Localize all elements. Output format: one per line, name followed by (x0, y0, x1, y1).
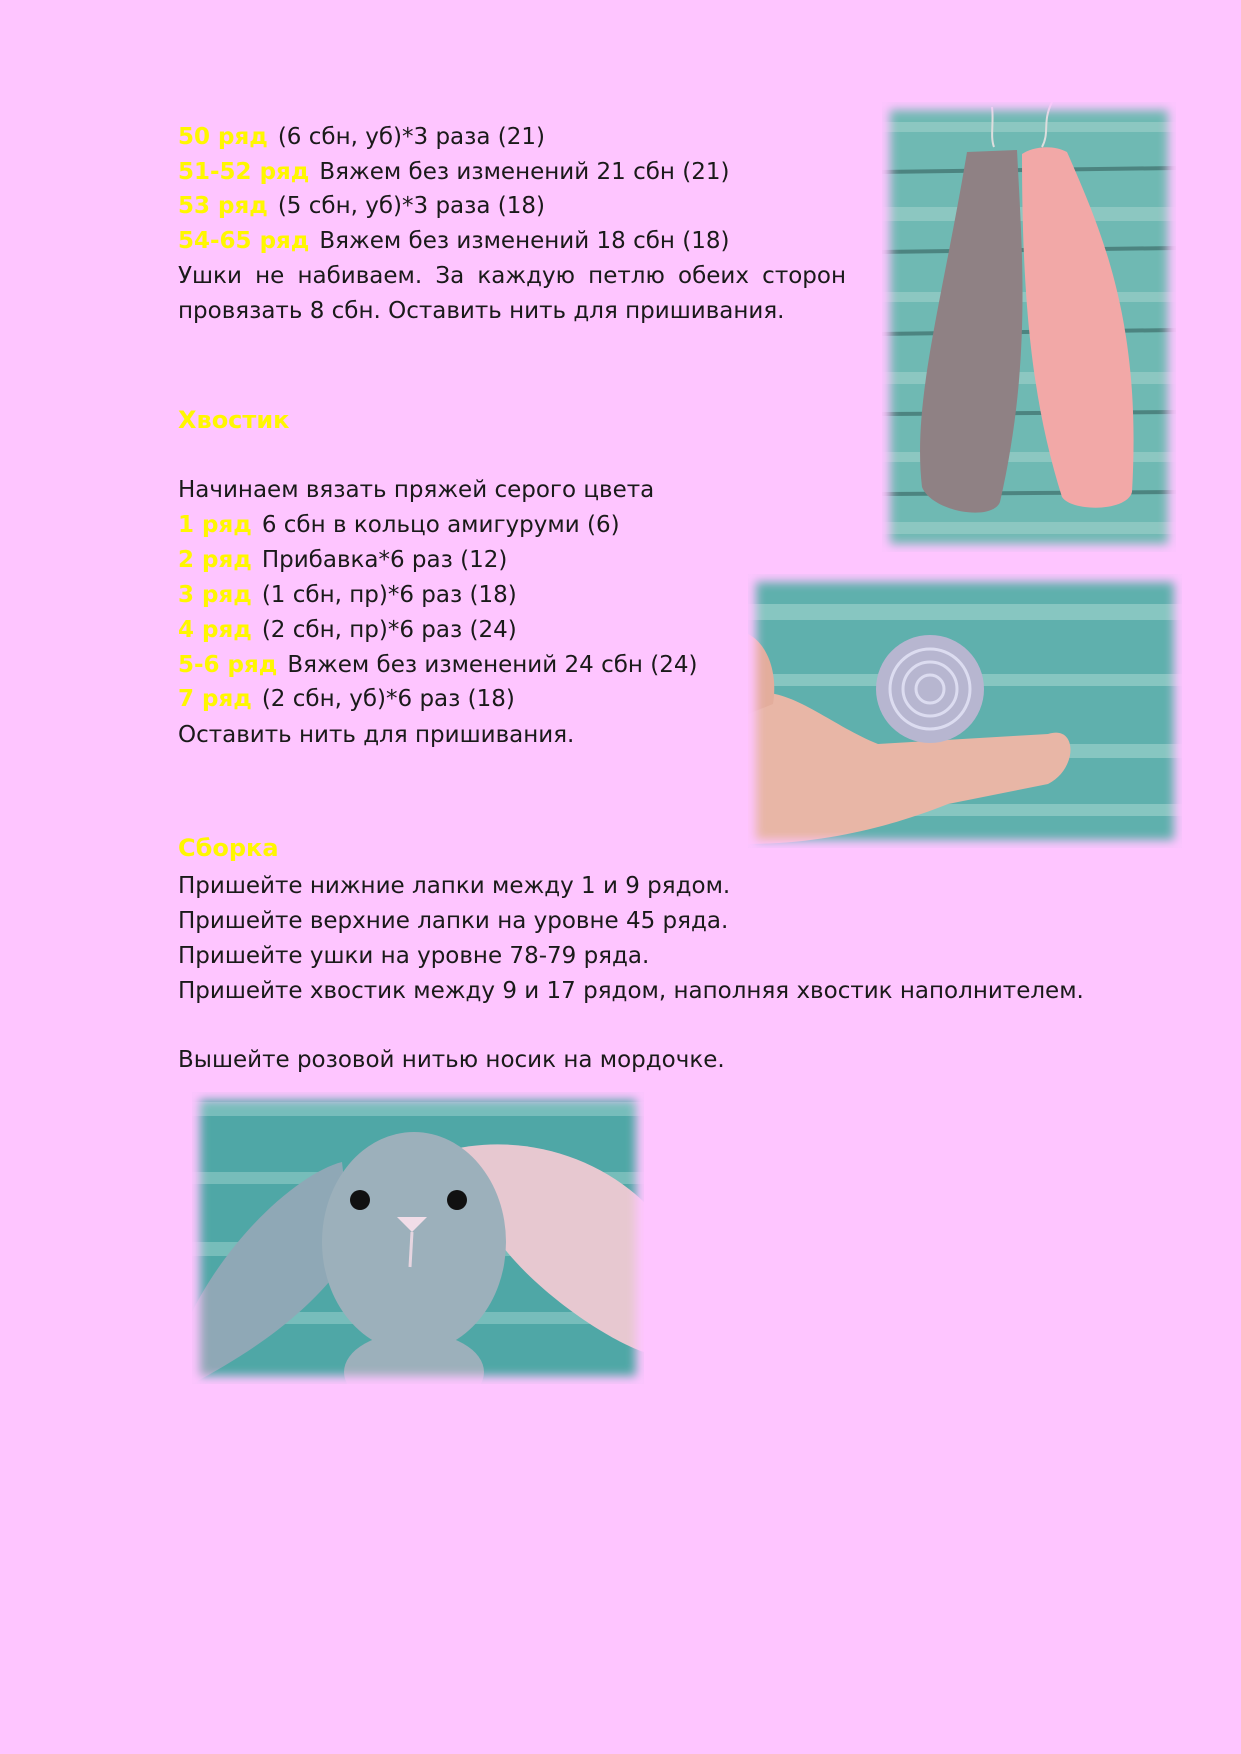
tail-intro: Начинаем вязать пряжей серого цвета (178, 477, 655, 503)
row-label: 4 ряд (178, 617, 252, 643)
assembly-line-4: Пришейте хвостик между 9 и 17 рядом, наполняя хвостик наполнителем. (178, 978, 1084, 1004)
row-text: (1 сбн, пр)*6 раз (18) (261, 582, 517, 608)
bunny-face-photo (192, 1092, 644, 1384)
row-label: 54-65 ряд (178, 228, 310, 254)
tail-row-5-6 (178, 650, 697, 680)
tail-heading: Хвостик (178, 406, 290, 434)
row-label: 2 ряд (178, 547, 252, 573)
row-text: (6 сбн, уб)*3 раза (21) (277, 124, 545, 150)
row-label: 7 ряд (178, 686, 252, 712)
tail-row-4 (178, 615, 517, 645)
row-label: 51-52 ряд (178, 159, 310, 185)
ears-row-53 (178, 191, 545, 221)
tail-row-3 (178, 580, 517, 610)
tail-row-2 (178, 545, 507, 575)
assembly-line-1: Пришейте нижние лапки между 1 и 9 рядом. (178, 873, 731, 899)
tail-row-1 (178, 510, 620, 540)
ears-note-line2: провязать 8 сбн. Оставить нить для пришивания. (178, 298, 785, 324)
tail-row-7 (178, 684, 515, 714)
ears-photo (882, 102, 1176, 552)
row-text: (2 сбн, уб)*6 раз (18) (261, 686, 515, 712)
row-text: Вяжем без изменений 24 сбн (24) (287, 652, 698, 678)
row-label: 50 ряд (178, 124, 268, 150)
row-text: (5 сбн, уб)*3 раза (18) (277, 193, 545, 219)
row-text: 6 сбн в кольцо амигуруми (6) (261, 512, 620, 538)
ears-row-54-65 (178, 226, 729, 256)
row-text: Вяжем без изменений 21 сбн (21) (319, 159, 730, 185)
row-text: (2 сбн, пр)*6 раз (24) (261, 617, 517, 643)
ears-note-line1: Ушки не набиваем. За каждую петлю обеих сторон (178, 263, 846, 289)
assembly-line-2: Пришейте верхние лапки на уровне 45 ряда. (178, 908, 729, 934)
row-text: Вяжем без изменений 18 сбн (18) (319, 228, 730, 254)
row-text: Прибавка*6 раз (12) (261, 547, 508, 573)
ears-row-50 (178, 122, 545, 152)
ears-row-51-52 (178, 157, 729, 187)
tail-photo (748, 574, 1182, 848)
tail-outro: Оставить нить для пришивания. (178, 722, 575, 748)
row-label: 5-6 ряд (178, 652, 278, 678)
assembly-heading: Сборка (178, 834, 279, 862)
row-label: 53 ряд (178, 193, 268, 219)
assembly-line-3: Пришейте ушки на уровне 78-79 ряда. (178, 943, 650, 969)
assembly-nose-line: Вышейте розовой нитью носик на мордочке. (178, 1047, 725, 1073)
row-label: 3 ряд (178, 582, 252, 608)
row-label: 1 ряд (178, 512, 252, 538)
